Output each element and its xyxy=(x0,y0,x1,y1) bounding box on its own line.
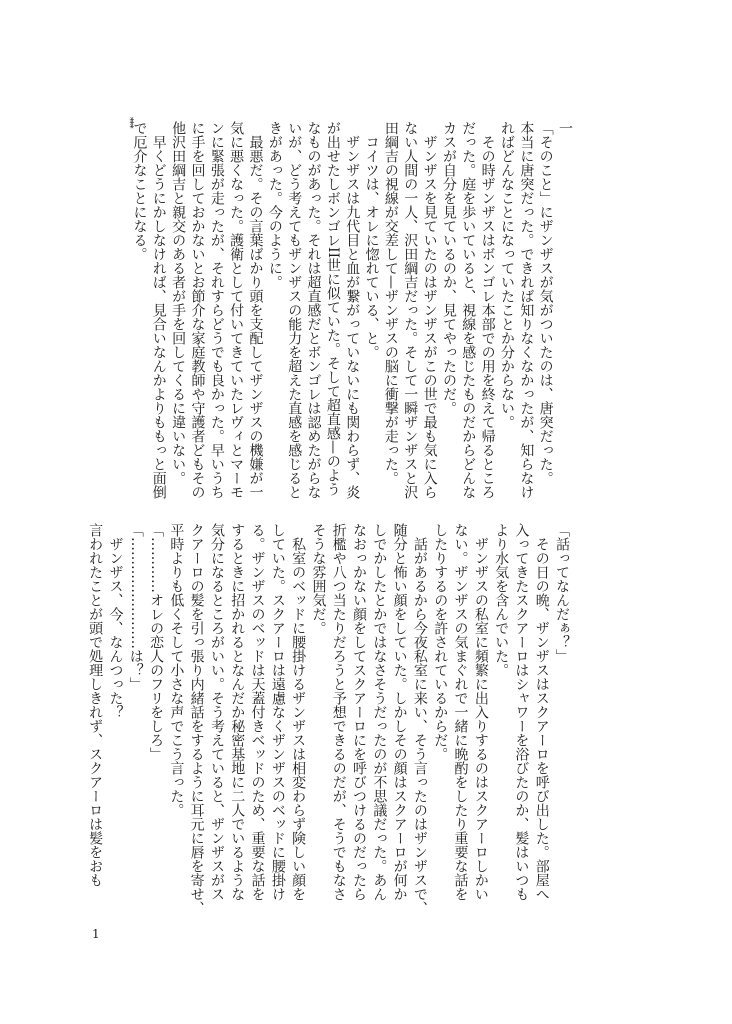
text-line: だった。庭を歩いていると、視線を感じたものだからどんな xyxy=(460,121,477,499)
text-line: 入ってきたスクアーロはシャワーを浴びたのか、髪はいつも xyxy=(513,523,530,901)
text-line: ザンザスの私室に頻繁に出入りするのはスクアーロしかい xyxy=(472,523,489,901)
section-break: *** xyxy=(124,117,134,128)
text-line: 最悪だ。その言葉ばかり頭を支配してザンザスの機嫌が一 xyxy=(247,121,264,499)
text-line: なおっかない顔をしてスクアーロにを呼びつけるのだったら xyxy=(351,523,368,901)
text-line: 気分になるところがいい。そう考えていると、ザンザスがス xyxy=(208,523,225,901)
text-line: が出せたしボンゴレII世に似ていた。そして超直感—のよう xyxy=(324,121,341,497)
text-line: するときに招かれるとなんだか秘密基地に二人でいるような xyxy=(229,523,246,901)
text-line: 随分と怖い顔をしていた。しかしその顔はスクアーロが何か xyxy=(391,523,408,901)
text-line: 私室のベッドに腰掛けるザンザスは相変わらず険しい顔を xyxy=(290,523,307,901)
text-line: カスが自分を見ているのか、見てやったのだ。 xyxy=(440,121,457,415)
text-line: しでかしたとかではなさそうだったのが不思議だった。あん xyxy=(371,523,388,901)
text-line: いが、どう考えてもザンザスの能力を超えた直感を感じると xyxy=(286,121,303,499)
text-line: で厄介なことになる。 xyxy=(131,121,148,261)
text-line: 言われたことが頭で処理しきれず、スクアーロは髪をおも xyxy=(87,523,104,887)
text-line: 気に悪くなった。護衛として付いてきていたレヴィとマーモ xyxy=(228,121,245,499)
text-line: 「…………オレの恋人のフリをしろ」 xyxy=(148,523,165,761)
text-line: その日の晩、ザンザスはスクアーロを呼び出した。部屋へ xyxy=(533,523,550,901)
text-line: 他沢田綱吉と親交のある者が手を回してくるに違いない。 xyxy=(170,121,187,485)
text-line: る。ザンザスのベッドは天蓋付きベッドのため、重要な話を xyxy=(249,523,266,901)
text-line: ンに緊張が走ったが、それすらどうでも良かった。早いうち xyxy=(208,121,225,499)
text-line: きがあった。今のように。 xyxy=(266,121,283,289)
text-line: クアーロの髪を引っ張り内緒話をするように耳元に唇を寄せ、 xyxy=(188,523,205,915)
text-line: ない。ザンザスの気まぐれで一緒に晩酌をしたり重要な話を xyxy=(452,523,469,901)
text-line: に手を回しておかないとお節介な家庭教師や守護者どもその xyxy=(189,121,206,499)
text-line: 話があるから今夜私室に来い、そう言ったのはザンザスで、 xyxy=(411,523,428,915)
text-line: 田綱吉の視線が交差して—ザンザスの脳に衝撃が走った。 xyxy=(382,121,399,485)
text-line: 本当に唐突だった。できれば知りなくなかったが、知らなけ xyxy=(518,121,535,499)
text-line: 一 xyxy=(557,121,573,135)
text-line: 折檻や八つ当たりだろうと予想できるのだが、そうでもなさ xyxy=(330,523,347,901)
text-line: ればどんなことになっていたことか分からない。 xyxy=(498,121,515,429)
text-line: より水気を含んでいた。 xyxy=(493,523,510,677)
text-line: なものがあった。それは超直感だとボンゴレは認めたがらな xyxy=(305,121,322,499)
text-line: ザンザス、今、なんつった？ xyxy=(107,523,124,719)
text-line: ザンザスは九代目と血が繋がっていないにも関わらず、炎 xyxy=(344,121,361,499)
text-line: そうな雰囲気だ。 xyxy=(310,523,327,635)
text-line: ない人間の一人、沢田綱吉だった。そして一瞬ザンザスと沢 xyxy=(402,121,419,499)
text-line: 平時よりも低くそして小さな声でこう言った。 xyxy=(168,523,185,817)
page-number: 1 xyxy=(92,927,100,941)
text-line: 早くどうにかしなければ、見合いなんかよりももっと面倒 xyxy=(150,121,167,499)
text-block-top xyxy=(129,121,574,499)
text-line: ザンザスを見ていたのはザンザスがこの世で最も気に入ら xyxy=(421,121,438,499)
text-line: 「話ってなんだぁ？」 xyxy=(554,523,570,663)
text-line: 「そのこと」にザンザスが気がついたのは、唐突だった。 xyxy=(537,121,554,485)
text-block-bottom xyxy=(85,523,572,915)
text-line: していた。スクアーロは遠慮なくザンザスのベッドに腰掛け xyxy=(269,523,286,901)
text-line: コイツは、オレに惚れている、と。 xyxy=(363,121,380,359)
text-line: その時ザンザスはボンゴレ本部での用を終えて帰るところ xyxy=(479,121,496,499)
text-line: 「……………………は？」 xyxy=(127,523,144,691)
text-line: したりするのを許されているからだ。 xyxy=(432,523,449,761)
